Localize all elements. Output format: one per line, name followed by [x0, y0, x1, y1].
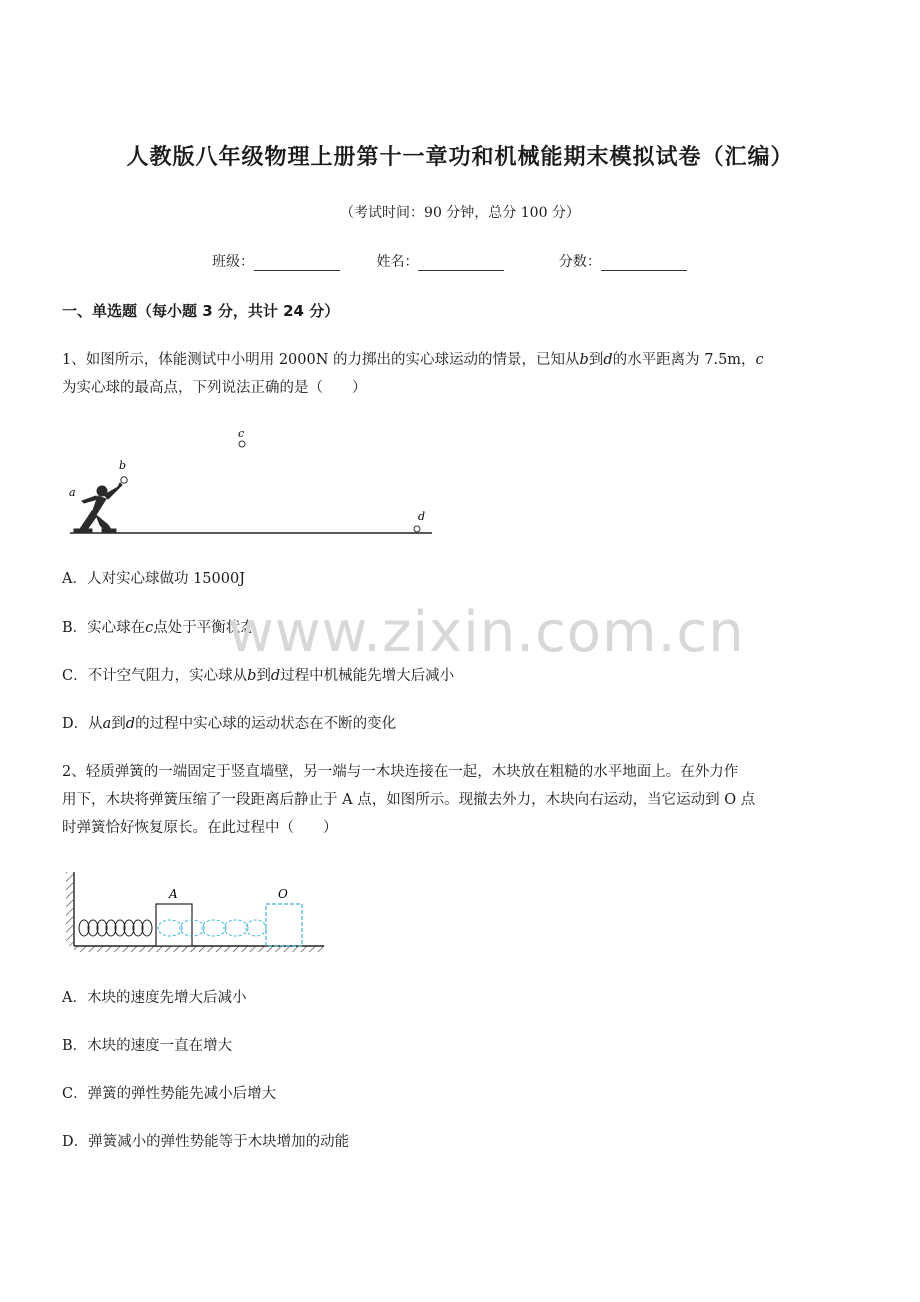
q2-option-a[interactable]: A．木块的速度先增大后减小 — [62, 990, 247, 1006]
score-blank[interactable] — [601, 256, 687, 271]
label-O: O — [278, 887, 288, 901]
class-label: 班级： — [212, 254, 254, 270]
q2-line3: 时弹簧恰好恢复原长。在此过程中（ ） — [62, 820, 338, 836]
q2-line1: 2、轻质弹簧的一端固定于竖直墙壁，另一端与一木块连接在一起，木块放在粗糙的水平地面上。在外力作 — [62, 764, 739, 780]
name-blank[interactable] — [418, 256, 504, 271]
student-info-fields — [212, 251, 687, 271]
q1-option-c[interactable]: C．不计空气阻力，实心球从b到d过程中机械能先增大后减小 — [62, 668, 455, 684]
question-1-text — [62, 346, 862, 402]
score-label: 分数： — [558, 254, 601, 270]
q1-option-a[interactable]: A．人对实心球做功 15000J — [62, 571, 246, 587]
watermark: www.zixin.com.cn — [228, 600, 745, 665]
name-field[interactable] — [376, 251, 504, 271]
wall-hatch — [66, 872, 73, 946]
thrower-figure-icon — [74, 483, 122, 533]
q2-figure-spring-block — [62, 868, 332, 958]
q1-var-c: c — [755, 352, 764, 368]
section-heading: 一、单选题（每小题 3 分，共计 24 分） — [62, 302, 340, 320]
q2-option-c[interactable]: C．弹簧的弹性势能先减小后增大 — [62, 1086, 277, 1102]
q1-option-b[interactable]: B．实心球在c点处于平衡状态 — [62, 620, 255, 636]
q2-line2: 用下，木块将弹簧压缩了一段距离后静止于 A 点，如图所示。现撤去外力，木块向右运动，当它运动到 O 点 — [62, 792, 756, 808]
q1-figure-shot-put — [62, 425, 442, 540]
ball-at-c — [239, 441, 245, 447]
page-title: 人教版八年级物理上册第十一章功和机械能期末模拟试卷（汇编） — [126, 145, 794, 170]
q1-option-d[interactable]: D．从a到d的过程中实心球的运动状态在不断的变化 — [62, 716, 397, 732]
label-A: A — [169, 887, 178, 901]
label-a: a — [69, 486, 76, 499]
block-at-o — [266, 904, 302, 946]
score-field[interactable] — [559, 251, 687, 271]
label-d: d — [418, 510, 426, 523]
ball-at-d — [414, 526, 420, 532]
q1-line1: 1、如图所示，体能测试中小明用 2000N 的力掷出的实心球运动的情景，已知从b到d的水平距离为 7.5m，c — [62, 352, 764, 368]
exam-info: （考试时间：90 分钟，总分 100 分） — [340, 205, 580, 221]
name-label: 姓名： — [376, 254, 419, 270]
q2-option-b[interactable]: B．木块的速度一直在增大 — [62, 1038, 233, 1054]
label-b: b — [119, 459, 127, 472]
question-2-text — [62, 758, 862, 842]
q1-var-b: b — [579, 352, 589, 368]
block-at-a — [156, 904, 192, 946]
q2-option-d[interactable]: D．弹簧减小的弹性势能等于木块增加的动能 — [62, 1134, 350, 1150]
label-c: c — [238, 427, 245, 440]
spring-compressed — [79, 920, 152, 936]
ball-at-b — [121, 477, 127, 483]
class-field[interactable] — [212, 251, 340, 271]
q1-line2: 为实心球的最高点，下列说法正确的是（ ） — [62, 380, 367, 396]
q1-var-d: d — [603, 352, 613, 368]
ground-hatch — [74, 946, 324, 952]
class-blank[interactable] — [254, 256, 340, 271]
